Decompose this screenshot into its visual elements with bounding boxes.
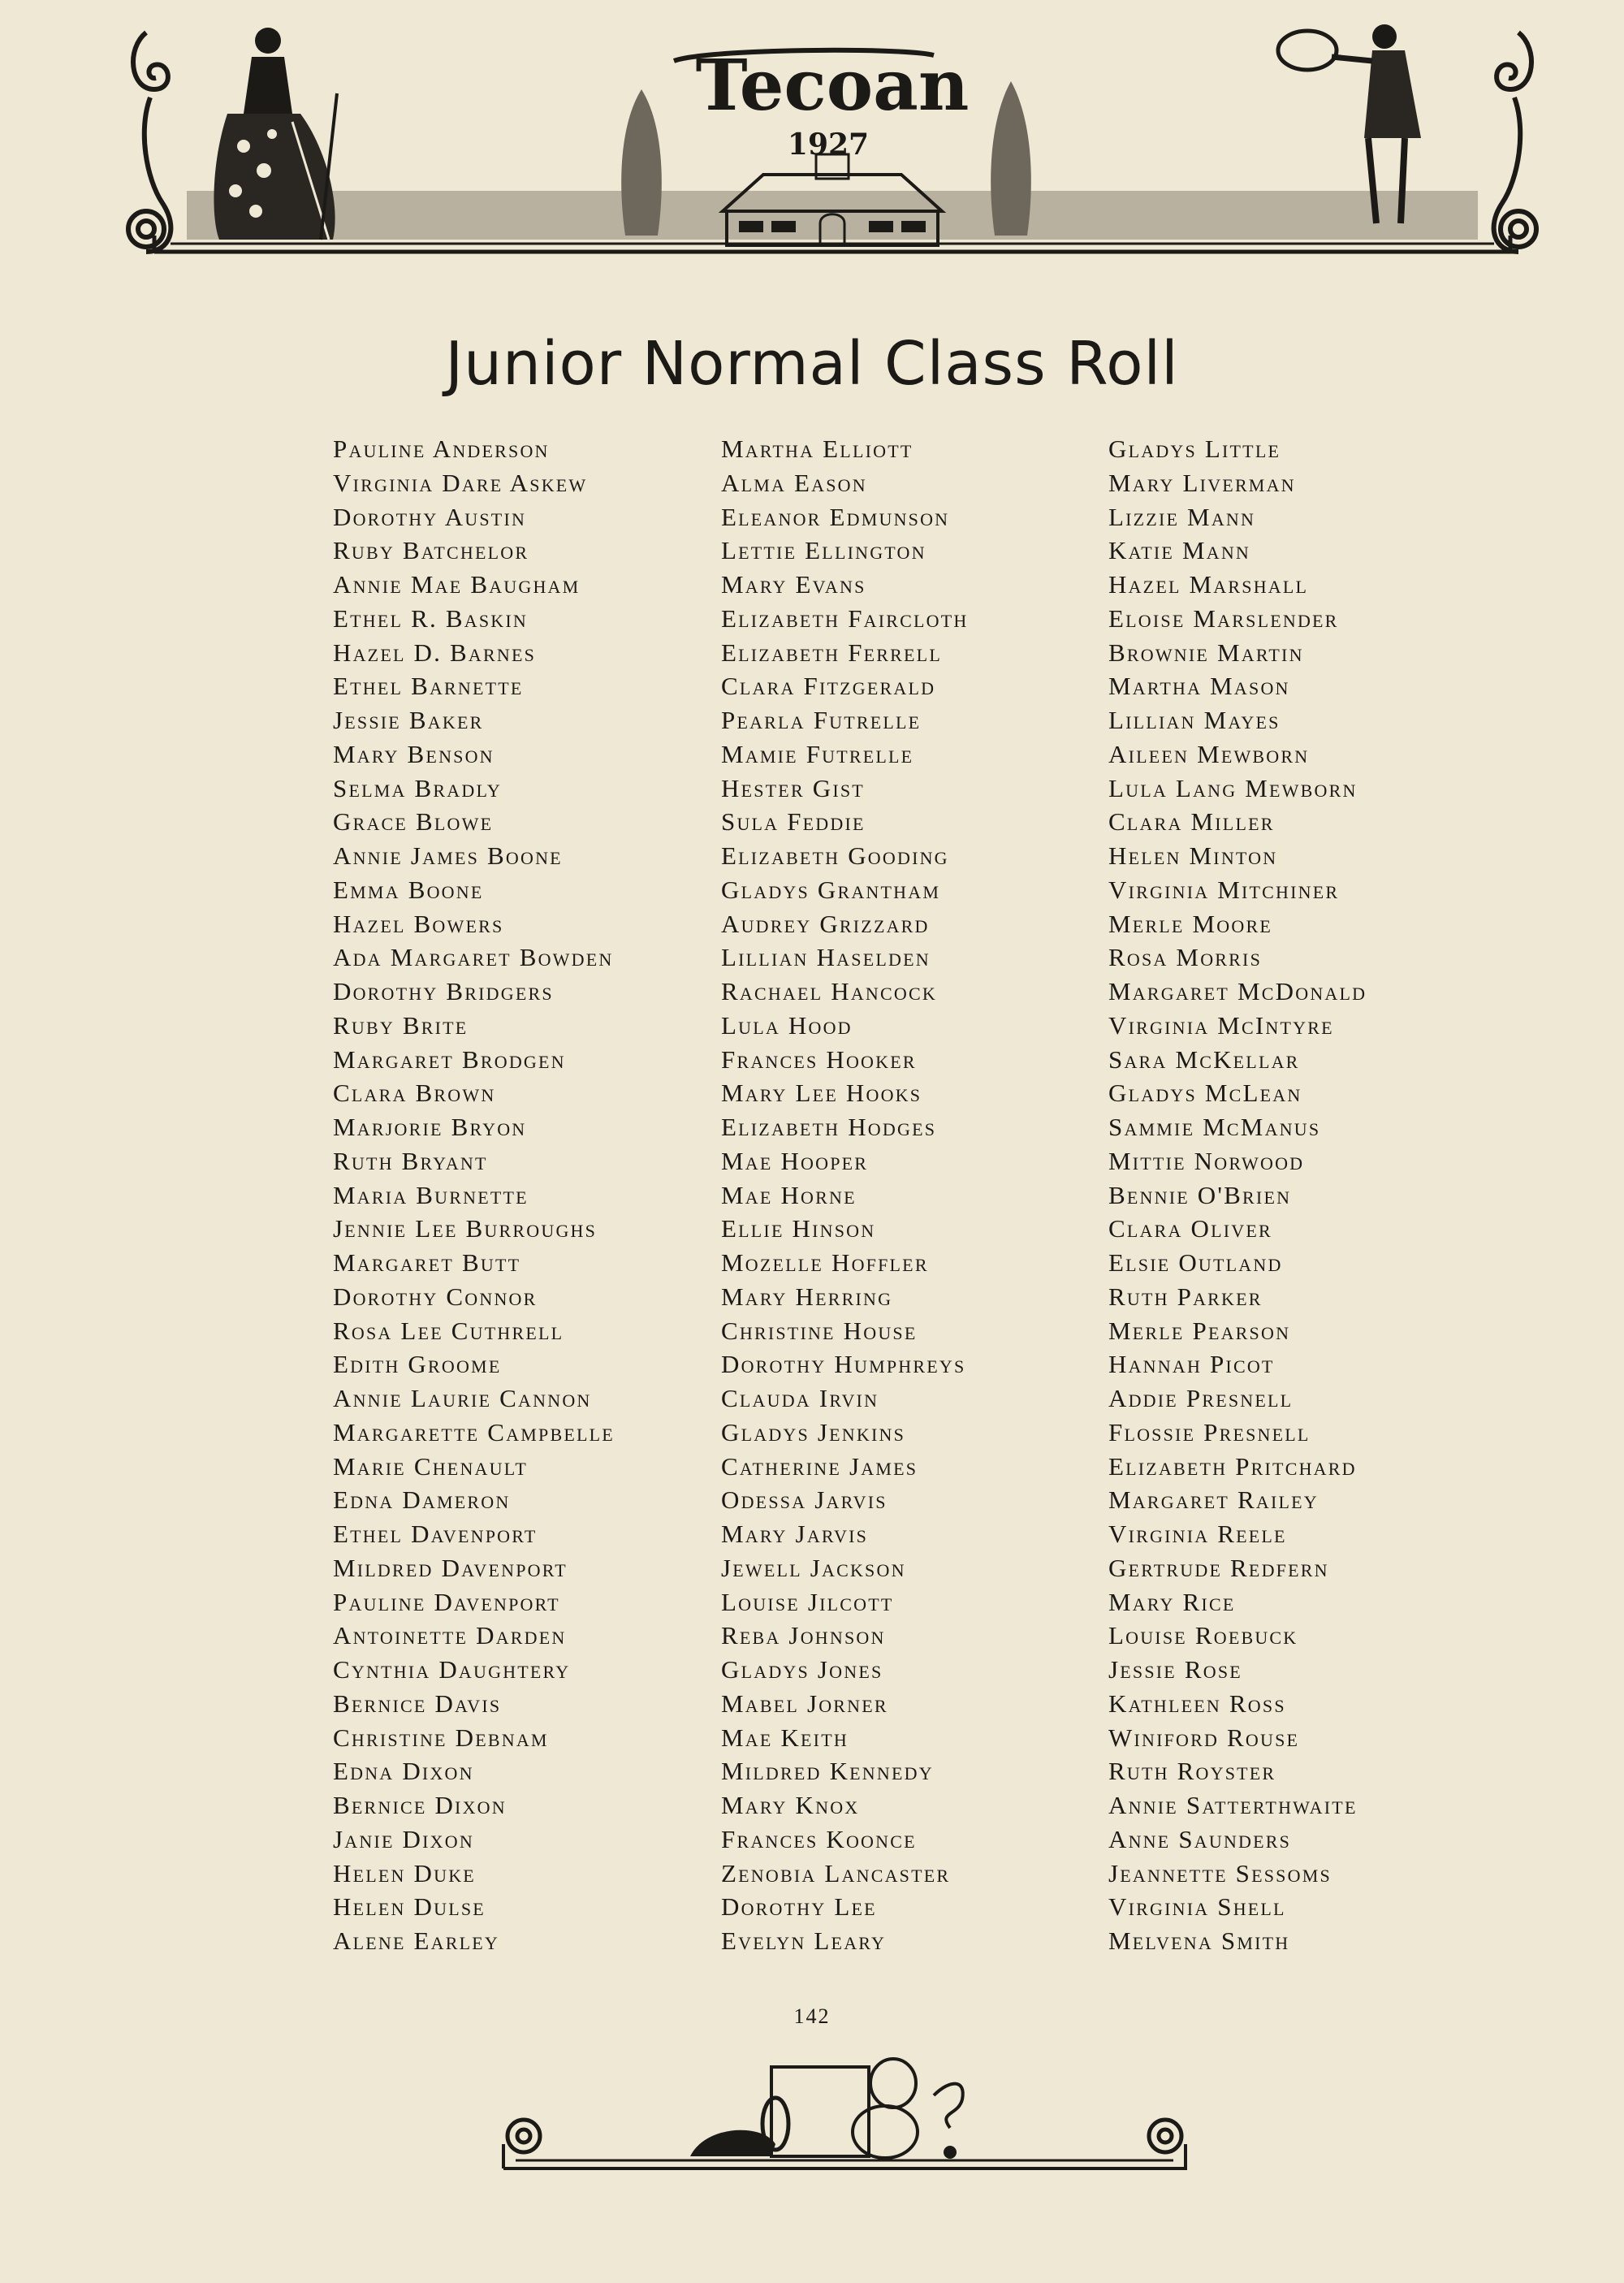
left-tree [621, 89, 662, 236]
student-name: Elizabeth Gooding [721, 841, 949, 870]
student-name: Clara Miller [1108, 807, 1275, 837]
student-name: Frances Koonce [721, 1824, 917, 1853]
student-name: Edna Dixon [333, 1757, 474, 1786]
student-name: Jeannette Sessoms [1108, 1858, 1332, 1887]
student-name: Eleanor Edmunson [721, 502, 950, 531]
page-title: Junior Normal Class Roll [445, 329, 1179, 399]
name-column-2 [721, 432, 968, 1958]
student-name: Gladys Jones [721, 1655, 883, 1684]
student-name: Zenobia Lancaster [721, 1858, 951, 1887]
student-name: Lizzie Mann [1108, 502, 1256, 531]
student-name: Mae Keith [721, 1723, 849, 1752]
student-name: Sara McKellar [1108, 1044, 1300, 1074]
student-name: Dorothy Bridgers [333, 977, 554, 1005]
student-name: Mildred Kennedy [721, 1757, 934, 1786]
student-name: Virginia Shell [1108, 1892, 1286, 1922]
student-name: Anne Saunders [1108, 1824, 1292, 1853]
student-name: Emma Boone [333, 875, 484, 904]
student-name: Elsie Outland [1108, 1248, 1283, 1277]
student-name: Mamie Futrelle [721, 739, 914, 768]
student-name: Ada Margaret Bowden [333, 943, 614, 972]
student-name: Gladys Grantham [721, 875, 941, 904]
right-tree [991, 81, 1031, 236]
student-name: Annie Laurie Cannon [333, 1384, 592, 1412]
student-name: Addie Presnell [1108, 1384, 1294, 1412]
student-name: Ruth Royster [1108, 1757, 1276, 1786]
student-name: Mary Benson [333, 739, 495, 768]
student-name: Virginia McIntyre [1108, 1010, 1334, 1040]
student-name: Margaret McDonald [1108, 977, 1367, 1005]
student-name: Ruth Parker [1108, 1282, 1263, 1311]
student-name: Margarette Campbelle [333, 1417, 615, 1446]
student-name: Ruth Bryant [333, 1146, 488, 1175]
student-name: Mittie Norwood [1108, 1146, 1305, 1175]
student-name: Annie James Boone [333, 841, 563, 870]
colonial-lady-illustration [214, 28, 337, 240]
student-name: Martha Elliott [721, 435, 914, 463]
student-name: Frances Hooker [721, 1044, 917, 1074]
student-name: Lillian Mayes [1108, 706, 1281, 734]
student-name: Elizabeth Pritchard [1108, 1451, 1357, 1481]
student-name: Martha Mason [1108, 672, 1290, 701]
student-name: Dorothy Austin [333, 502, 527, 531]
student-name: Bernice Davis [333, 1688, 502, 1718]
student-name: Selma Bradly [333, 773, 502, 802]
name-column-3 [1108, 432, 1367, 1958]
student-name: Maria Burnette [333, 1180, 529, 1209]
student-name: Marie Chenault [333, 1451, 528, 1481]
student-name: Lula Hood [721, 1010, 853, 1040]
student-name: Mary Evans [721, 570, 866, 599]
student-name: Alma Eason [721, 468, 867, 497]
student-name: Marjorie Bryon [333, 1113, 527, 1141]
student-name: Flossie Presnell [1108, 1417, 1311, 1446]
student-name: Helen Duke [333, 1858, 476, 1887]
student-name: Mary Rice [1108, 1587, 1236, 1616]
student-name: Helen Dulse [333, 1892, 486, 1922]
yearbook-year: 1927 [787, 128, 870, 162]
student-name: Mae Horne [721, 1180, 857, 1209]
student-name: Virginia Mitchiner [1108, 875, 1340, 904]
student-name: Virginia Reele [1108, 1520, 1287, 1548]
student-name: Ruby Brite [333, 1010, 469, 1040]
student-name: Mabel Jorner [721, 1688, 888, 1718]
student-name: Janie Dixon [333, 1824, 474, 1853]
student-name: Dorothy Connor [333, 1282, 538, 1311]
student-name: Mary Liverman [1108, 468, 1296, 497]
student-name: Mozelle Hoffler [721, 1248, 929, 1277]
student-name: Margaret Brodgen [333, 1044, 566, 1074]
yearbook-title: Tecoan [695, 45, 970, 127]
student-name: Margaret Butt [333, 1248, 521, 1277]
student-name: Evelyn Leary [721, 1926, 887, 1955]
student-name: Clara Fitzgerald [721, 672, 936, 701]
name-column-1 [333, 432, 615, 1958]
student-name: Pauline Anderson [333, 435, 550, 463]
student-name: Pauline Davenport [333, 1587, 560, 1616]
student-name: Elizabeth Hodges [721, 1113, 937, 1141]
student-name: Gladys Jenkins [721, 1417, 906, 1446]
student-name: Elizabeth Ferrell [721, 638, 942, 667]
student-name: Kathleen Ross [1108, 1688, 1286, 1718]
student-name: Mary Knox [721, 1791, 860, 1819]
student-name: Reba Johnson [721, 1621, 886, 1650]
student-name: Hazel Marshall [1108, 570, 1309, 599]
student-name: Annie Mae Baugham [333, 570, 581, 599]
student-name: Pearla Futrelle [721, 706, 922, 734]
student-name: Hannah Picot [1108, 1350, 1275, 1379]
student-name: Jessie Rose [1108, 1655, 1242, 1684]
student-name: Odessa Jarvis [721, 1485, 888, 1515]
student-name: Bernice Dixon [333, 1791, 507, 1819]
student-name: Ethel Davenport [333, 1520, 538, 1548]
student-name: Merle Pearson [1108, 1316, 1291, 1345]
student-name: Mildred Davenport [333, 1553, 568, 1582]
student-name: Grace Blowe [333, 807, 494, 837]
student-name: Mae Hooper [721, 1146, 869, 1175]
student-name: Dorothy Lee [721, 1892, 877, 1922]
student-name: Clara Oliver [1108, 1214, 1272, 1243]
right-scroll-ornament [1494, 32, 1536, 252]
student-name: Christine Debnam [333, 1723, 549, 1752]
student-name: Aileen Mewborn [1108, 739, 1310, 768]
student-name: Audrey Grizzard [721, 909, 930, 938]
student-name: Helen Minton [1108, 841, 1278, 870]
student-name: Winiford Rouse [1108, 1723, 1300, 1752]
student-name: Mary Herring [721, 1282, 893, 1311]
student-name: Hazel D. Barnes [333, 638, 537, 667]
student-name: Annie Satterthwaite [1108, 1791, 1358, 1819]
student-name: Ruby Batchelor [333, 536, 529, 565]
student-name: Gladys McLean [1108, 1079, 1302, 1108]
student-name: Ethel Barnette [333, 672, 524, 701]
student-name: Sammie McManus [1108, 1113, 1321, 1141]
student-name: Ellie Hinson [721, 1214, 876, 1243]
student-name: Gertrude Redfern [1108, 1553, 1329, 1582]
student-name: Virginia Dare Askew [333, 468, 588, 497]
page-number: 142 [793, 2004, 831, 2028]
student-name: Jewell Jackson [721, 1553, 906, 1582]
student-name: Margaret Railey [1108, 1485, 1319, 1515]
student-name: Edith Groome [333, 1350, 502, 1379]
student-name: Louise Roebuck [1108, 1621, 1298, 1650]
student-name: Katie Mann [1108, 536, 1251, 565]
header-banner [122, 16, 1543, 268]
footer-ornament [495, 2047, 1194, 2177]
student-name: Sula Feddie [721, 807, 866, 837]
student-name: Hester Gist [721, 773, 865, 802]
student-name: Dorothy Humphreys [721, 1350, 966, 1379]
student-name: Mary Lee Hooks [721, 1079, 922, 1108]
student-name: Antoinette Darden [333, 1621, 567, 1650]
student-name: Jessie Baker [333, 706, 484, 734]
student-name: Catherine James [721, 1451, 918, 1481]
student-name: Lillian Haselden [721, 943, 931, 972]
footer-right-scroll [1149, 2120, 1181, 2152]
left-scroll-ornament [128, 32, 171, 252]
student-name: Lula Lang Mewborn [1108, 773, 1358, 802]
student-name: Clara Brown [333, 1079, 496, 1108]
student-name: Elizabeth Faircloth [721, 603, 969, 633]
student-name: Melvena Smith [1108, 1926, 1290, 1955]
student-name: Bennie O'Brien [1108, 1180, 1292, 1209]
student-name: Merle Moore [1108, 909, 1272, 938]
student-name: Jennie Lee Burroughs [333, 1214, 598, 1243]
student-name: Rosa Morris [1108, 943, 1262, 972]
student-name: Clauda Irvin [721, 1384, 879, 1412]
student-name: Mary Jarvis [721, 1520, 869, 1548]
student-name: Lettie Ellington [721, 536, 926, 565]
student-name: Christine House [721, 1316, 918, 1345]
student-name: Alene Earley [333, 1926, 500, 1955]
student-name: Hazel Bowers [333, 909, 504, 938]
student-name: Eloise Marslender [1108, 603, 1339, 633]
student-name: Brownie Martin [1108, 638, 1304, 667]
spilled-basket-illustration [690, 2059, 963, 2159]
student-name: Edna Dameron [333, 1485, 511, 1515]
student-name: Ethel R. Baskin [333, 603, 528, 633]
student-name: Cynthia Daughtery [333, 1655, 571, 1684]
student-name: Rachael Hancock [721, 977, 937, 1005]
student-name: Gladys Little [1108, 435, 1281, 463]
student-name: Rosa Lee Cuthrell [333, 1316, 564, 1345]
footer-left-scroll [508, 2120, 540, 2152]
student-name: Louise Jilcott [721, 1587, 894, 1616]
